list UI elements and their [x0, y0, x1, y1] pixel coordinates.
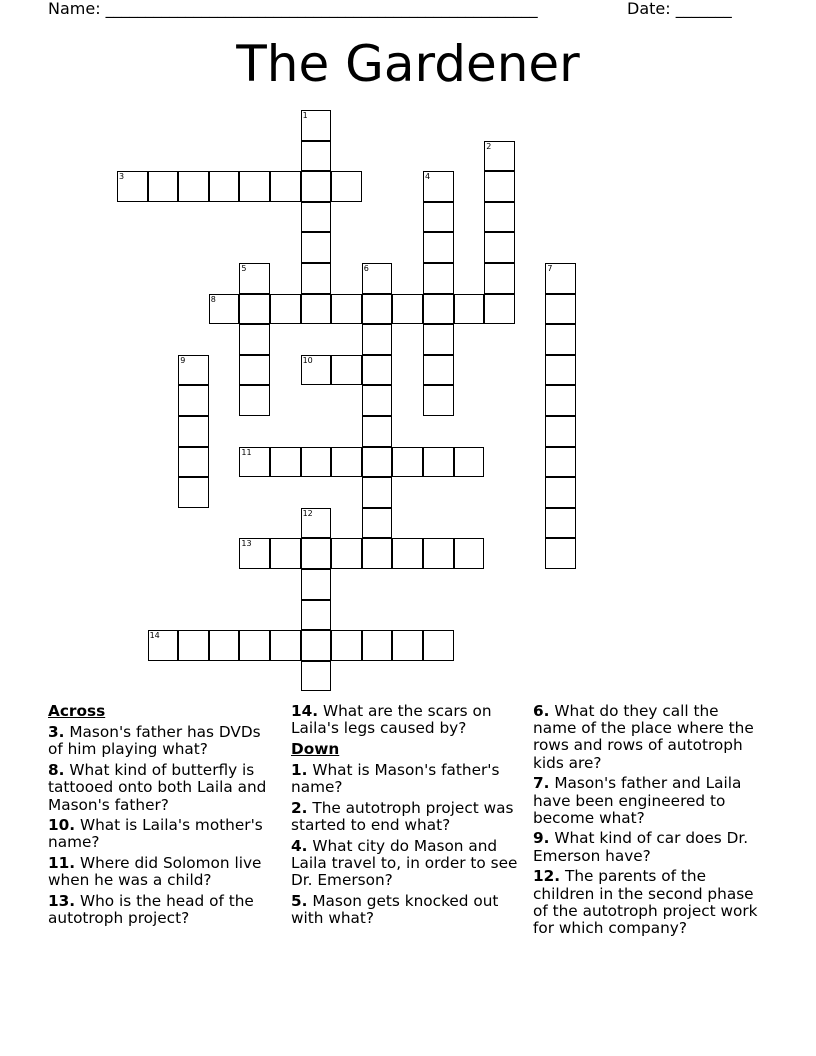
down-clue [533, 775, 765, 827]
grid-cell[interactable] [454, 294, 485, 325]
clue-number-label: 10 [302, 355, 313, 365]
clue-text: Mason gets knocked out with what? [291, 892, 499, 928]
clue-number: 10. [48, 816, 76, 835]
clue-number: 4. [291, 836, 308, 855]
grid-cell[interactable] [423, 630, 454, 661]
clue-number: 14. [291, 702, 319, 720]
grid-cell[interactable] [362, 324, 393, 355]
across-clue [48, 724, 280, 758]
grid-cell[interactable] [423, 202, 454, 233]
down-clue [291, 762, 523, 796]
grid-cell[interactable] [301, 661, 332, 692]
clue-number-label: 13 [241, 539, 252, 549]
clue-number-label: 14 [149, 631, 160, 641]
grid-cell[interactable] [484, 202, 515, 233]
grid-cell[interactable] [148, 630, 179, 661]
grid-cell[interactable] [392, 538, 423, 569]
grid-cell[interactable] [301, 538, 332, 569]
clue-number-label: 4 [425, 172, 431, 182]
grid-cell[interactable] [362, 355, 393, 386]
grid-cell[interactable] [331, 630, 362, 661]
grid-cell[interactable] [178, 171, 209, 202]
clue-text: What are the scars on Laila's legs caused by? [291, 702, 492, 738]
grid-cell[interactable] [178, 630, 209, 661]
grid-cell[interactable] [178, 447, 209, 478]
grid-cell[interactable] [239, 294, 270, 325]
grid-cell[interactable] [331, 447, 362, 478]
grid-cell[interactable] [545, 263, 576, 294]
clues-column-3 [533, 703, 765, 941]
clues-column-1 [48, 703, 280, 931]
grid-cell[interactable] [362, 447, 393, 478]
clue-number: 7. [533, 774, 550, 793]
grid-cell[interactable] [209, 294, 240, 325]
grid-cell[interactable] [239, 630, 270, 661]
grid-cell[interactable] [423, 294, 454, 325]
grid-cell[interactable] [239, 355, 270, 386]
grid-cell[interactable] [331, 294, 362, 325]
name-field[interactable]: Name: ______________________________________________________ [48, 0, 538, 18]
grid-cell[interactable] [545, 538, 576, 569]
grid-cell[interactable] [454, 538, 485, 569]
down-clue [533, 703, 765, 772]
grid-cell[interactable] [362, 477, 393, 508]
grid-cell[interactable] [454, 447, 485, 478]
down-heading: Down [291, 739, 340, 758]
grid-cell[interactable] [423, 263, 454, 294]
across-clue [291, 703, 523, 737]
across-clue [48, 817, 280, 851]
grid-cell[interactable] [423, 355, 454, 386]
grid-cell[interactable] [301, 447, 332, 478]
grid-cell[interactable] [301, 569, 332, 600]
grid-cell[interactable] [362, 630, 393, 661]
clue-text: Mason's father and Laila have been engineered to become what? [533, 774, 742, 827]
grid-cell[interactable] [239, 538, 270, 569]
page-title: The Gardener [236, 35, 580, 93]
clue-number-label: 3 [119, 172, 125, 182]
grid-cell[interactable] [178, 416, 209, 447]
grid-cell[interactable] [239, 385, 270, 416]
clue-number: 11. [48, 854, 76, 873]
grid-cell[interactable] [484, 263, 515, 294]
grid-cell[interactable] [392, 630, 423, 661]
grid-cell[interactable] [423, 385, 454, 416]
clue-number: 6. [533, 702, 550, 720]
grid-cell[interactable] [117, 171, 148, 202]
clue-number: 1. [291, 761, 308, 780]
grid-cell[interactable] [209, 171, 240, 202]
grid-cell[interactable] [301, 355, 332, 386]
grid-cell[interactable] [362, 416, 393, 447]
grid-cell[interactable] [301, 600, 332, 631]
grid-cell[interactable] [545, 294, 576, 325]
clue-number: 13. [48, 892, 76, 911]
grid-cell[interactable] [301, 263, 332, 294]
down-clue [533, 830, 765, 864]
grid-cell[interactable] [484, 141, 515, 172]
grid-cell[interactable] [270, 171, 301, 202]
grid-cell[interactable] [545, 324, 576, 355]
grid-cell[interactable] [301, 630, 332, 661]
grid-cell[interactable] [423, 171, 454, 202]
clue-text: Where did Solomon live when he was a child? [48, 854, 262, 890]
grid-cell[interactable] [270, 294, 301, 325]
clue-number-label: 12 [302, 508, 313, 518]
grid-cell[interactable] [392, 294, 423, 325]
grid-cell[interactable] [301, 171, 332, 202]
grid-cell[interactable] [239, 447, 270, 478]
clue-number-label: 8 [210, 294, 216, 304]
grid-cell[interactable] [423, 447, 454, 478]
grid-cell[interactable] [209, 630, 240, 661]
grid-cell[interactable] [423, 232, 454, 263]
grid-cell[interactable] [545, 355, 576, 386]
clues-column-2 [291, 703, 523, 931]
grid-cell[interactable] [270, 447, 301, 478]
grid-cell[interactable] [331, 355, 362, 386]
down-clue [291, 800, 523, 834]
grid-cell[interactable] [239, 171, 270, 202]
clue-text: What is Mason's father's name? [291, 761, 500, 797]
clue-number: 8. [48, 761, 65, 780]
grid-cell[interactable] [362, 538, 393, 569]
clue-number: 5. [291, 892, 308, 911]
across-clue [48, 762, 280, 814]
across-clue [48, 893, 280, 927]
grid-cell[interactable] [545, 508, 576, 539]
grid-cell[interactable] [239, 263, 270, 294]
grid-cell[interactable] [484, 171, 515, 202]
clue-number-label: 5 [241, 264, 247, 273]
clue-text: The autotroph project was started to end what? [291, 799, 514, 835]
date-field[interactable]: Date: _______ [627, 0, 732, 18]
grid-cell[interactable] [362, 294, 393, 325]
clue-number-label: 7 [547, 264, 553, 273]
grid-cell[interactable] [362, 385, 393, 416]
grid-cell[interactable] [270, 630, 301, 661]
grid-cell[interactable] [423, 538, 454, 569]
grid-cell[interactable] [178, 355, 209, 386]
grid-cell[interactable] [362, 263, 393, 294]
across-heading: Across [48, 702, 106, 720]
down-clue [533, 868, 765, 937]
down-clue [291, 838, 523, 890]
grid-cell[interactable] [331, 538, 362, 569]
grid-cell[interactable] [423, 324, 454, 355]
grid-cell[interactable] [484, 294, 515, 325]
clue-number-label: 11 [241, 447, 252, 457]
grid-cell[interactable] [545, 385, 576, 416]
clue-text: What is Laila's mother's name? [48, 816, 263, 852]
clue-text: What kind of car does Dr. Emerson have? [533, 829, 749, 865]
clue-number-label: 2 [486, 141, 492, 151]
clue-number: 9. [533, 829, 550, 848]
grid-cell[interactable] [301, 232, 332, 263]
clue-number: 12. [533, 867, 561, 886]
grid-cell[interactable] [148, 171, 179, 202]
clue-number-label: 1 [302, 111, 308, 120]
clue-number-label: 6 [363, 264, 369, 273]
grid-cell[interactable] [484, 232, 515, 263]
grid-cell[interactable] [301, 202, 332, 233]
clue-text: What do they call the name of the place where the rows and rows of autotroph kids are? [533, 702, 754, 772]
grid-cell[interactable] [239, 324, 270, 355]
clue-number: 2. [291, 799, 308, 818]
clue-text: What kind of butterfly is tattooed onto both Laila and Mason's father? [48, 761, 267, 814]
grid-cell[interactable] [362, 508, 393, 539]
grid-cell[interactable] [178, 477, 209, 508]
grid-cell[interactable] [178, 385, 209, 416]
grid-cell[interactable] [301, 110, 332, 141]
clue-number: 3. [48, 723, 65, 742]
grid-cell[interactable] [545, 416, 576, 447]
clue-text: Mason's father has DVDs of him playing what? [48, 723, 261, 759]
clue-text: The parents of the children in the second phase of the autotroph project work for which company? [533, 867, 758, 937]
grid-cell[interactable] [301, 508, 332, 539]
across-clue [48, 855, 280, 889]
grid-cell[interactable] [545, 447, 576, 478]
grid-cell[interactable] [301, 294, 332, 325]
grid-cell[interactable] [301, 141, 332, 172]
grid-cell[interactable] [545, 477, 576, 508]
grid-cell[interactable] [392, 447, 423, 478]
clue-number-label: 9 [180, 355, 186, 365]
clue-text: What city do Mason and Laila travel to, in order to see Dr. Emerson? [291, 836, 518, 890]
down-clue [291, 893, 523, 927]
clue-text: Who is the head of the autotroph project? [48, 892, 254, 928]
grid-cell[interactable] [270, 538, 301, 569]
grid-cell[interactable] [331, 171, 362, 202]
